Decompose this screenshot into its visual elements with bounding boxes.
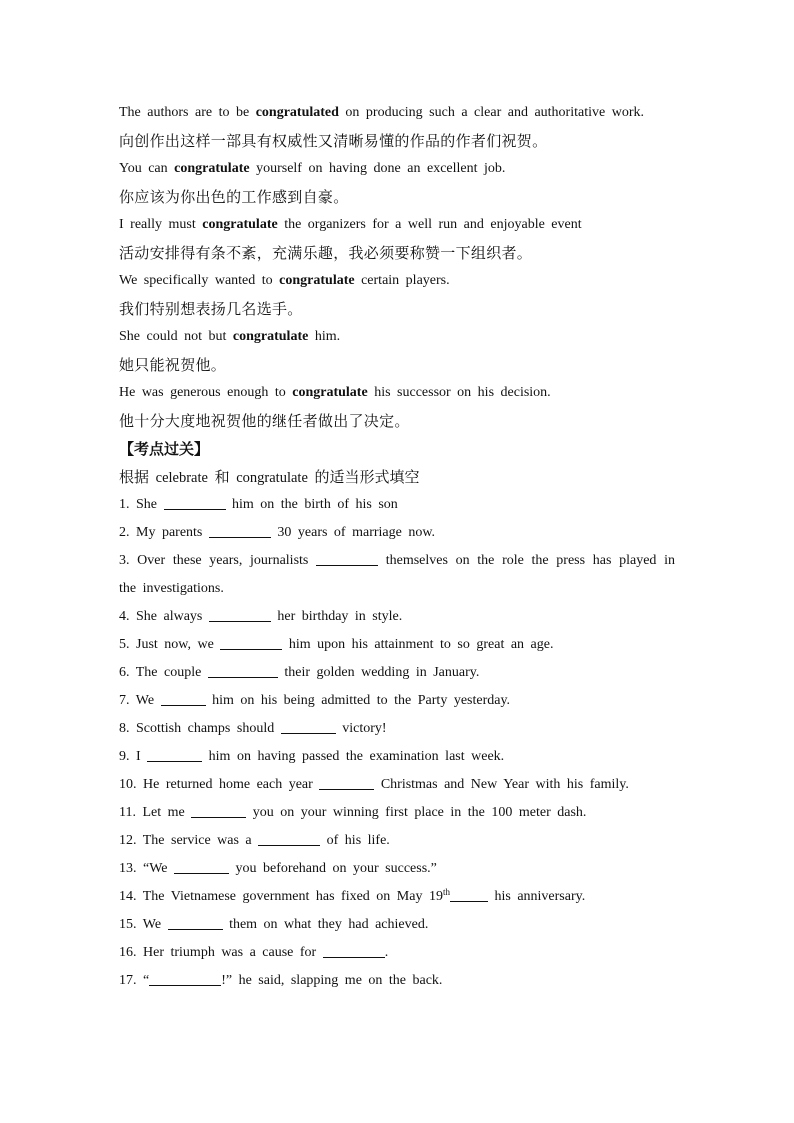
answer-blank[interactable]	[147, 747, 202, 762]
exercise-text: his anniversary.	[487, 889, 586, 904]
exercise-text: 9. I	[119, 749, 148, 764]
exercise-item	[119, 799, 675, 827]
exercise-item	[119, 547, 675, 603]
exercise-text: 8. Scottish champs should	[119, 721, 281, 736]
exercise-text: !” he said, slapping me on the back.	[221, 973, 443, 988]
exercise-text: 17. “	[119, 973, 150, 988]
example-keyword: congratulate	[292, 385, 368, 400]
instruction-text: celebrate	[149, 470, 215, 486]
answer-blank[interactable]	[281, 719, 336, 734]
answer-blank[interactable]	[174, 859, 229, 874]
exercise-text: 14. The Vietnamese government has fixed on May 19	[119, 889, 443, 904]
exercise-text: 2. My parents	[119, 525, 209, 540]
example-sentence	[119, 155, 675, 183]
exercise-text: her birthday in style.	[270, 609, 403, 624]
exercise-text: of his life.	[320, 833, 390, 848]
exercise-text: 6. The couple	[119, 665, 208, 680]
exercise-text: 4. She always	[119, 609, 209, 624]
exercise-item	[119, 855, 675, 883]
example-sentence	[119, 267, 675, 295]
exercise-text: him on his being admitted to the Party yesterday.	[205, 693, 511, 708]
instruction-text: 和	[214, 468, 230, 486]
exercise-text: 7. We	[119, 693, 161, 708]
exercise-item	[119, 771, 675, 799]
example-translation: 你应该为你出色的工作感到自豪。	[119, 188, 349, 206]
example-text: I really must	[119, 217, 203, 232]
answer-blank[interactable]	[168, 915, 223, 930]
exercise-item	[119, 519, 675, 547]
answer-blank[interactable]	[191, 803, 246, 818]
instruction-text: 的适当形式填空	[314, 468, 420, 486]
example-text: You can	[119, 161, 175, 176]
exercise-text: 16. Her triumph was a cause for	[119, 945, 323, 960]
answer-blank[interactable]	[319, 775, 374, 790]
exercise-text: 1. She	[119, 497, 164, 512]
example-keyword: congratulate	[202, 217, 278, 232]
example-text: on producing such a clear and authoritative work.	[338, 105, 644, 120]
exercise-text: 30 years of marriage now.	[270, 525, 436, 540]
example-sentence	[119, 99, 675, 127]
exercise-item	[119, 659, 675, 687]
instruction-text: 根据	[119, 468, 150, 486]
example-text: yourself on having done an excellent job.	[249, 161, 506, 176]
example-text: The authors are to be	[119, 105, 256, 120]
example-text: We specifically wanted to	[119, 273, 280, 288]
exercise-item	[119, 715, 675, 743]
exercise-item	[119, 827, 675, 855]
answer-blank[interactable]	[149, 971, 221, 986]
exercise-text: him upon his attainment to so great an age.	[282, 637, 554, 652]
exercise-text: .	[384, 945, 389, 960]
exercise-item	[119, 883, 675, 911]
answer-blank[interactable]	[323, 943, 385, 958]
exercise-item	[119, 967, 675, 995]
exercise-text: their golden wedding in January.	[277, 665, 480, 680]
exercise-item	[119, 491, 675, 519]
exercise-text: them on what they had achieved.	[222, 917, 429, 932]
example-translation: 我们特别想表扬几名选手。	[119, 300, 303, 318]
example-keyword: congratulate	[279, 273, 355, 288]
section-title: 【考点过关】	[119, 440, 210, 458]
exercise-item	[119, 631, 675, 659]
example-translation: 他十分大度地祝贺他的继任者做出了决定。	[119, 412, 410, 430]
exercise-text: 5. Just now, we	[119, 637, 221, 652]
exercise-text: him on the birth of his son	[225, 497, 398, 512]
example-text: certain players.	[354, 273, 450, 288]
exercise-text: 3. Over these years, journalists	[119, 553, 317, 568]
example-text: She could not but	[119, 329, 233, 344]
exercise-item	[119, 911, 675, 939]
exercise-text: 13. “We	[119, 861, 175, 876]
exercise-item	[119, 939, 675, 967]
example-keyword: congratulate	[174, 161, 250, 176]
answer-blank[interactable]	[208, 663, 278, 678]
answer-blank[interactable]	[164, 495, 226, 510]
example-sentence	[119, 323, 675, 351]
example-translation: 向创作出这样一部具有权威性又清晰易懂的作品的作者们祝贺。	[119, 132, 548, 150]
exercise-text: him on having passed the examination last week.	[202, 749, 505, 764]
superscript: th	[442, 887, 450, 897]
exercise-text: 12. The service was a	[119, 833, 259, 848]
answer-blank[interactable]	[209, 523, 271, 538]
exercise-text: 10. He returned home each year	[119, 777, 320, 792]
exercise-instruction	[119, 463, 675, 491]
exercise-text: Christmas and New Year with his family.	[374, 777, 629, 792]
exercise-text: themselves on the role the press has played in the investigations.	[119, 553, 675, 596]
answer-blank[interactable]	[450, 887, 488, 902]
example-text: He was generous enough to	[119, 385, 293, 400]
answer-blank[interactable]	[258, 831, 320, 846]
example-sentence	[119, 379, 675, 407]
exercise-text: you beforehand on your success.”	[229, 861, 437, 876]
exercise-text: you on your winning first place in the 100 meter dash.	[246, 805, 587, 820]
exercise-text: 15. We	[119, 917, 168, 932]
exercise-item	[119, 603, 675, 631]
instruction-text: congratulate	[229, 470, 315, 486]
exercise-text: 11. Let me	[119, 805, 192, 820]
document-page	[119, 99, 675, 995]
example-text: his successor on his decision.	[367, 385, 551, 400]
example-text: the organizers for a well run and enjoyable event	[277, 217, 582, 232]
example-translation: 活动安排得有条不紊，充满乐趣，我必须要称赞一下组织者。	[119, 244, 533, 262]
answer-blank[interactable]	[316, 551, 378, 566]
exercise-text: victory!	[335, 721, 387, 736]
answer-blank[interactable]	[161, 691, 206, 706]
example-keyword: congratulate	[232, 329, 309, 344]
exercise-item	[119, 687, 675, 715]
answer-blank[interactable]	[220, 635, 282, 650]
example-translation: 她只能祝贺他。	[119, 356, 227, 374]
example-text: him.	[308, 329, 341, 344]
example-keyword: congratulated	[255, 105, 339, 120]
example-sentence	[119, 211, 675, 239]
exercise-item	[119, 743, 675, 771]
answer-blank[interactable]	[209, 607, 271, 622]
